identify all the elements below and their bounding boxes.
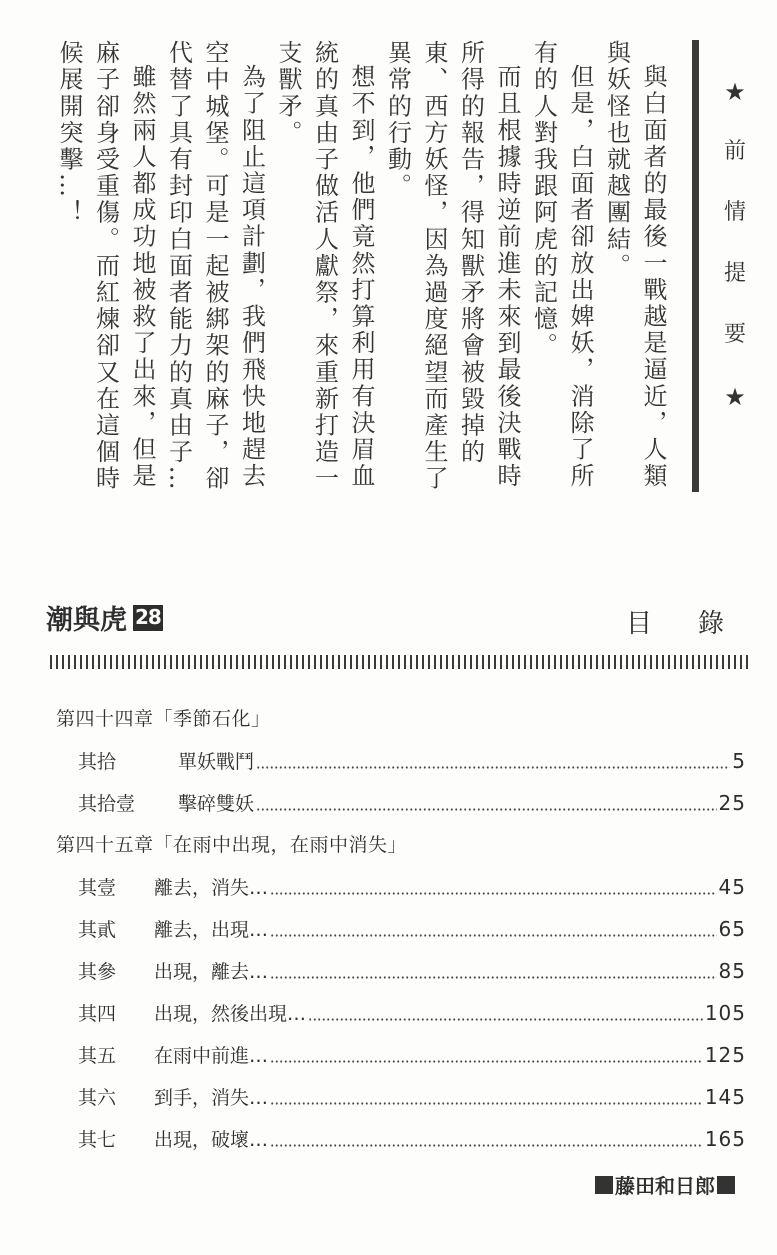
- author-credit: [593, 1170, 737, 1199]
- entry-page: 65: [718, 917, 746, 941]
- toc-entry[interactable]: [56, 994, 746, 1036]
- entry-number: 其壹: [78, 877, 117, 899]
- entry-page: 85: [718, 959, 746, 983]
- entry-title: 出現，破壞…: [154, 1129, 269, 1151]
- synopsis-title-char: 前: [723, 139, 746, 164]
- entry-number: 其拾: [78, 751, 117, 773]
- chapter-heading: 第四十五章「在雨中出現，在雨中消失」: [56, 834, 408, 856]
- synopsis-header: [690, 40, 760, 492]
- book-title: [46, 598, 163, 637]
- entry-page: 25: [718, 791, 746, 815]
- entry-number: 其參: [78, 961, 117, 983]
- book-title-text: 潮與虎: [46, 605, 127, 636]
- toc-entry[interactable]: [56, 952, 746, 994]
- synopsis-paragraph: 雖然兩人都成功地被救了出來，但是麻子卻身受重傷。而紅煉卻又在這個時候展開突擊…！: [55, 40, 156, 493]
- toc-entry[interactable]: [56, 868, 746, 910]
- entry-number: 其六: [78, 1087, 117, 1109]
- synopsis-title-char: 要: [723, 322, 746, 347]
- dot-leader: [270, 976, 717, 979]
- entry-title: 出現，然後出現…: [154, 1003, 307, 1025]
- toc-heading: 目錄: [626, 609, 771, 639]
- dot-leader: [270, 1060, 703, 1063]
- chapter-heading: 第四十四章「季節石化」: [56, 708, 271, 730]
- entry-title: 擊碎雙妖: [178, 793, 255, 815]
- toc-entry[interactable]: [56, 742, 746, 784]
- star-icon: ★: [724, 383, 746, 411]
- synopsis-paragraph: 想不到，他們竟然打算利用有決眉血統的真由子做活人獻祭，來重新打造一支獸矛。: [274, 40, 375, 493]
- entry-number: 其四: [78, 1003, 117, 1025]
- entry-page: 145: [704, 1085, 746, 1109]
- author-name: 藤田和日郎: [615, 1174, 715, 1198]
- synopsis-paragraph: 而且根據時逆前進未來到最後決戰時所得的報告，得知獸矛將會被毀掉的東、西方妖怪，因為過度絕望而產生了異常的行動。: [383, 40, 521, 493]
- entry-number: 其七: [78, 1129, 117, 1151]
- entry-title: 在雨中前進…: [154, 1045, 269, 1067]
- toc-entry[interactable]: [56, 910, 746, 952]
- synopsis-title-char: 情: [723, 200, 746, 225]
- entry-title: 出現，離去…: [154, 961, 269, 983]
- entry-title: 單妖戰鬥: [178, 751, 255, 773]
- dot-leader: [256, 808, 717, 811]
- toc-entry[interactable]: [56, 1036, 746, 1078]
- toc-entry[interactable]: [56, 1078, 746, 1120]
- entry-page: 125: [704, 1043, 746, 1067]
- entry-number: 其貳: [78, 919, 117, 941]
- dot-leader: [270, 1144, 703, 1147]
- entry-title: 到手，消失…: [154, 1087, 269, 1109]
- synopsis-paragraph: 為了阻止這項計劃，我們飛快地趕去空中城堡。可是一起被綁架的麻子，卻代替了具有封印白面者能力的真由子…: [164, 40, 266, 493]
- synopsis-title: [720, 80, 750, 446]
- entry-page: 165: [704, 1127, 746, 1151]
- table-of-contents: [56, 700, 746, 1162]
- square-icon: [717, 1176, 735, 1194]
- synopsis-divider-bar: [692, 40, 699, 492]
- star-icon: ★: [724, 78, 746, 106]
- toc-entry[interactable]: [56, 784, 746, 826]
- square-icon: [595, 1176, 613, 1194]
- synopsis-paragraph: 與白面者的最後一戰越是逼近，人類與妖怪也就越團結。: [602, 40, 667, 490]
- entry-title: 離去，消失…: [154, 877, 269, 899]
- synopsis-paragraph: 但是，白面者卻放出婢妖，消除了所有的人對我跟阿虎的記憶。: [529, 40, 594, 490]
- entry-title: 離去，出現…: [154, 919, 269, 941]
- entry-page: 105: [704, 1001, 746, 1025]
- entry-number: 其拾壹: [78, 793, 136, 815]
- entry-page: 5: [732, 749, 746, 773]
- synopsis-body: [51, 40, 672, 510]
- dot-leader: [308, 1018, 703, 1021]
- entry-number: 其五: [78, 1045, 117, 1067]
- synopsis-title-char: 提: [723, 261, 746, 286]
- toc-ruler-divider: [50, 655, 750, 669]
- dot-leader: [270, 892, 717, 895]
- dot-leader: [256, 766, 730, 769]
- volume-badge: 28: [135, 604, 161, 629]
- toc-entry[interactable]: [56, 1120, 746, 1162]
- dot-leader: [270, 1102, 703, 1105]
- entry-page: 45: [718, 875, 746, 899]
- dot-leader: [270, 934, 717, 937]
